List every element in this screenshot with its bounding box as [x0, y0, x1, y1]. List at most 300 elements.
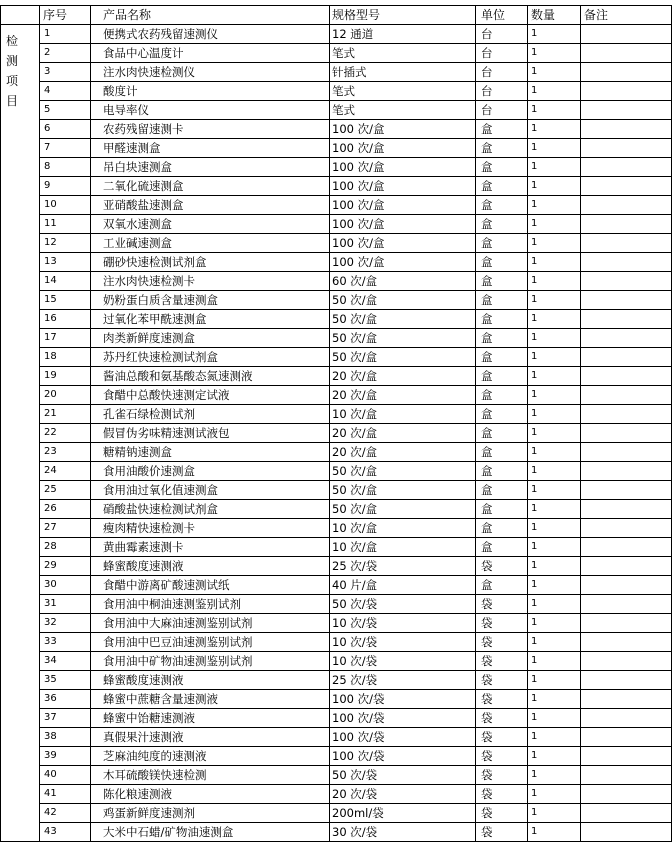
header-spec: 规格型号: [330, 6, 476, 25]
row-note: [581, 633, 672, 652]
row-product-name: 大米中石蜡/矿物油速测盒: [91, 823, 330, 842]
row-note: [581, 139, 672, 158]
row-note: [581, 443, 672, 462]
row-spec: 10 次/盒: [330, 405, 476, 424]
row-index: 39: [40, 747, 91, 766]
row-unit: 盒: [476, 272, 528, 291]
row-note: [581, 614, 672, 633]
row-index: 3: [40, 63, 91, 82]
row-unit: 台: [476, 44, 528, 63]
row-spec: 200ml/袋: [330, 804, 476, 823]
row-index: 21: [40, 405, 91, 424]
row-note: [581, 785, 672, 804]
table-row: [1, 652, 672, 671]
row-quantity: 1: [528, 557, 581, 576]
row-note: [581, 557, 672, 576]
row-note: [581, 595, 672, 614]
row-quantity: 1: [528, 101, 581, 120]
row-product-name: 芝麻油纯度的速测液: [91, 747, 330, 766]
table-row: [1, 424, 672, 443]
row-note: [581, 25, 672, 44]
row-product-name: 蜂蜜中饴糖速测液: [91, 709, 330, 728]
row-note: [581, 196, 672, 215]
row-spec: 100 次/盒: [330, 196, 476, 215]
row-index: 37: [40, 709, 91, 728]
row-index: 23: [40, 443, 91, 462]
row-spec: 100 次/袋: [330, 747, 476, 766]
table-row: [1, 671, 672, 690]
row-product-name: 食品中心温度计: [91, 44, 330, 63]
category-cell: [1, 25, 40, 842]
row-spec: 50 次/盒: [330, 310, 476, 329]
row-quantity: 1: [528, 443, 581, 462]
row-index: 16: [40, 310, 91, 329]
row-note: [581, 766, 672, 785]
row-quantity: 1: [528, 652, 581, 671]
row-index: 42: [40, 804, 91, 823]
row-product-name: 肉类新鲜度速测盒: [91, 329, 330, 348]
row-spec: 50 次/盒: [330, 348, 476, 367]
row-note: [581, 101, 672, 120]
row-note: [581, 272, 672, 291]
row-spec: 100 次/袋: [330, 728, 476, 747]
header-category: [1, 6, 40, 25]
row-product-name: 真假果汁速测液: [91, 728, 330, 747]
row-spec: 50 次/袋: [330, 766, 476, 785]
row-note: [581, 671, 672, 690]
row-quantity: 1: [528, 500, 581, 519]
row-product-name: 糖精钠速测盒: [91, 443, 330, 462]
header-quantity: 数量: [528, 6, 581, 25]
row-product-name: 食用油中桐油速测鉴别试剂: [91, 595, 330, 614]
row-product-name: 鸡蛋新鲜度速测剂: [91, 804, 330, 823]
row-product-name: 农药残留速测卡: [91, 120, 330, 139]
row-unit: 盒: [476, 120, 528, 139]
row-index: 36: [40, 690, 91, 709]
row-product-name: 木耳硫酸镁快速检测: [91, 766, 330, 785]
row-quantity: 1: [528, 234, 581, 253]
row-quantity: 1: [528, 823, 581, 842]
table-row: [1, 576, 672, 595]
row-index: 18: [40, 348, 91, 367]
row-quantity: 1: [528, 576, 581, 595]
row-product-name: 奶粉蛋白质含量速测盒: [91, 291, 330, 310]
row-unit: 袋: [476, 652, 528, 671]
row-quantity: 1: [528, 614, 581, 633]
row-unit: 盒: [476, 196, 528, 215]
row-product-name: 吊白块速测盒: [91, 158, 330, 177]
row-product-name: 食醋中游离矿酸速测试纸: [91, 576, 330, 595]
table-row: [1, 766, 672, 785]
row-index: 43: [40, 823, 91, 842]
row-quantity: 1: [528, 177, 581, 196]
row-product-name: 食用油酸价速测盒: [91, 462, 330, 481]
row-product-name: 注水肉快速检测卡: [91, 272, 330, 291]
table-row: [1, 348, 672, 367]
row-quantity: 1: [528, 804, 581, 823]
row-index: 35: [40, 671, 91, 690]
row-product-name: 黄曲霉素速测卡: [91, 538, 330, 557]
row-note: [581, 500, 672, 519]
row-spec: 10 次/袋: [330, 614, 476, 633]
row-index: 25: [40, 481, 91, 500]
row-quantity: 1: [528, 424, 581, 443]
row-quantity: 1: [528, 120, 581, 139]
row-index: 38: [40, 728, 91, 747]
row-note: [581, 291, 672, 310]
row-quantity: 1: [528, 367, 581, 386]
row-unit: 盒: [476, 329, 528, 348]
row-unit: 盒: [476, 443, 528, 462]
table-row: [1, 158, 672, 177]
row-note: [581, 329, 672, 348]
table-row: [1, 234, 672, 253]
row-unit: 台: [476, 82, 528, 101]
row-unit: 台: [476, 25, 528, 44]
table-row: [1, 785, 672, 804]
row-note: [581, 367, 672, 386]
row-index: 1: [40, 25, 91, 44]
row-quantity: 1: [528, 329, 581, 348]
row-spec: 50 次/盒: [330, 481, 476, 500]
table-row: [1, 329, 672, 348]
row-note: [581, 424, 672, 443]
row-quantity: 1: [528, 348, 581, 367]
header-note: 备注: [581, 6, 672, 25]
table-row: [1, 462, 672, 481]
table-row: [1, 291, 672, 310]
row-unit: 盒: [476, 158, 528, 177]
row-spec: 60 次/盒: [330, 272, 476, 291]
row-unit: 袋: [476, 804, 528, 823]
category-label-char: 测: [6, 54, 19, 68]
row-note: [581, 481, 672, 500]
row-product-name: 假冒伪劣味精速测试液包: [91, 424, 330, 443]
row-product-name: 食用油中巴豆油速测鉴别试剂: [91, 633, 330, 652]
row-index: 29: [40, 557, 91, 576]
table-row: [1, 481, 672, 500]
row-unit: 盒: [476, 367, 528, 386]
row-note: [581, 652, 672, 671]
row-spec: 笔式: [330, 44, 476, 63]
row-index: 7: [40, 139, 91, 158]
table-row: [1, 557, 672, 576]
header-name: 产品名称: [91, 6, 330, 25]
row-quantity: 1: [528, 633, 581, 652]
row-note: [581, 310, 672, 329]
table-row: [1, 215, 672, 234]
row-product-name: 陈化粮速测液: [91, 785, 330, 804]
row-quantity: 1: [528, 690, 581, 709]
row-note: [581, 728, 672, 747]
row-index: 22: [40, 424, 91, 443]
row-unit: 袋: [476, 785, 528, 804]
row-spec: 100 次/盒: [330, 177, 476, 196]
row-unit: 台: [476, 63, 528, 82]
row-index: 5: [40, 101, 91, 120]
row-note: [581, 253, 672, 272]
row-quantity: 1: [528, 766, 581, 785]
row-index: 13: [40, 253, 91, 272]
row-quantity: 1: [528, 291, 581, 310]
row-spec: 50 次/盒: [330, 291, 476, 310]
row-unit: 盒: [476, 139, 528, 158]
row-spec: 100 次/盒: [330, 139, 476, 158]
table-row: [1, 614, 672, 633]
row-spec: 20 次/盒: [330, 367, 476, 386]
row-quantity: 1: [528, 253, 581, 272]
row-index: 19: [40, 367, 91, 386]
header-unit: 单位: [476, 6, 528, 25]
row-index: 14: [40, 272, 91, 291]
row-spec: 100 次/盒: [330, 215, 476, 234]
row-note: [581, 823, 672, 842]
row-spec: 100 次/盒: [330, 253, 476, 272]
row-quantity: 1: [528, 405, 581, 424]
row-unit: 盒: [476, 538, 528, 557]
row-note: [581, 576, 672, 595]
row-spec: 25 次/袋: [330, 557, 476, 576]
row-product-name: 注水肉快速检测仪: [91, 63, 330, 82]
row-spec: 50 次/袋: [330, 595, 476, 614]
row-product-name: 孔雀石绿检测试剂: [91, 405, 330, 424]
row-index: 12: [40, 234, 91, 253]
row-index: 28: [40, 538, 91, 557]
row-spec: 50 次/盒: [330, 329, 476, 348]
row-note: [581, 462, 672, 481]
row-unit: 袋: [476, 747, 528, 766]
row-unit: 盒: [476, 348, 528, 367]
row-quantity: 1: [528, 44, 581, 63]
row-spec: 10 次/袋: [330, 633, 476, 652]
row-note: [581, 215, 672, 234]
table-row: [1, 443, 672, 462]
row-spec: 100 次/袋: [330, 709, 476, 728]
table-row: [1, 272, 672, 291]
row-unit: 盒: [476, 234, 528, 253]
row-unit: 盒: [476, 386, 528, 405]
row-index: 27: [40, 519, 91, 538]
row-note: [581, 234, 672, 253]
row-spec: 25 次/袋: [330, 671, 476, 690]
row-unit: 盒: [476, 405, 528, 424]
row-note: [581, 386, 672, 405]
table-row: [1, 253, 672, 272]
row-product-name: 食醋中总酸快速测定试液: [91, 386, 330, 405]
table-row: [1, 538, 672, 557]
row-quantity: 1: [528, 785, 581, 804]
row-product-name: 苏丹红快速检测试剂盒: [91, 348, 330, 367]
table-row: [1, 690, 672, 709]
row-unit: 袋: [476, 823, 528, 842]
row-product-name: 硝酸盐快速检测试剂盒: [91, 500, 330, 519]
row-note: [581, 44, 672, 63]
row-unit: 袋: [476, 633, 528, 652]
row-spec: 10 次/盒: [330, 538, 476, 557]
table-row: [1, 633, 672, 652]
row-spec: 40 片/盒: [330, 576, 476, 595]
category-label-char: 检: [6, 34, 19, 48]
row-unit: 袋: [476, 709, 528, 728]
row-unit: 盒: [476, 424, 528, 443]
row-unit: 袋: [476, 595, 528, 614]
table-row: [1, 101, 672, 120]
row-quantity: 1: [528, 462, 581, 481]
table-row: [1, 139, 672, 158]
table-row: [1, 747, 672, 766]
row-quantity: 1: [528, 538, 581, 557]
row-quantity: 1: [528, 196, 581, 215]
row-unit: 盒: [476, 253, 528, 272]
row-quantity: 1: [528, 709, 581, 728]
row-note: [581, 63, 672, 82]
table-header-row: [1, 6, 672, 25]
table-row: [1, 519, 672, 538]
row-spec: 笔式: [330, 82, 476, 101]
row-spec: 10 次/盒: [330, 519, 476, 538]
row-product-name: 酱油总酸和氨基酸态氮速测液: [91, 367, 330, 386]
row-index: 41: [40, 785, 91, 804]
row-spec: 100 次/盒: [330, 234, 476, 253]
row-product-name: 过氧化苯甲酰速测盒: [91, 310, 330, 329]
row-index: 15: [40, 291, 91, 310]
row-note: [581, 538, 672, 557]
row-index: 11: [40, 215, 91, 234]
row-quantity: 1: [528, 63, 581, 82]
product-table: [0, 5, 672, 842]
row-spec: 100 次/盒: [330, 120, 476, 139]
row-note: [581, 804, 672, 823]
row-index: 2: [40, 44, 91, 63]
row-index: 26: [40, 500, 91, 519]
row-note: [581, 82, 672, 101]
row-unit: 盒: [476, 177, 528, 196]
table-row: [1, 177, 672, 196]
row-spec: 10 次/袋: [330, 652, 476, 671]
row-product-name: 工业碱速测盒: [91, 234, 330, 253]
row-index: 4: [40, 82, 91, 101]
row-product-name: 电导率仪: [91, 101, 330, 120]
table-row: [1, 709, 672, 728]
row-quantity: 1: [528, 386, 581, 405]
row-index: 9: [40, 177, 91, 196]
row-index: 20: [40, 386, 91, 405]
row-product-name: 蜂蜜酸度速测液: [91, 557, 330, 576]
row-product-name: 便携式农药残留速测仪: [91, 25, 330, 44]
table-row: [1, 25, 672, 44]
row-spec: 100 次/盒: [330, 158, 476, 177]
row-product-name: 甲醛速测盒: [91, 139, 330, 158]
row-unit: 盒: [476, 481, 528, 500]
row-product-name: 瘦肉精快速检测卡: [91, 519, 330, 538]
table-row: [1, 196, 672, 215]
row-unit: 袋: [476, 671, 528, 690]
row-note: [581, 709, 672, 728]
row-index: 40: [40, 766, 91, 785]
row-product-name: 双氧水速测盒: [91, 215, 330, 234]
table-row: [1, 63, 672, 82]
table-row: [1, 804, 672, 823]
category-label-char: 项: [6, 74, 19, 88]
row-quantity: 1: [528, 747, 581, 766]
row-quantity: 1: [528, 310, 581, 329]
row-index: 32: [40, 614, 91, 633]
row-spec: 20 次/盒: [330, 386, 476, 405]
table-row: [1, 82, 672, 101]
row-index: 33: [40, 633, 91, 652]
row-product-name: 食用油过氧化值速测盒: [91, 481, 330, 500]
table-row: [1, 367, 672, 386]
category-label-char: 目: [6, 94, 19, 108]
row-quantity: 1: [528, 272, 581, 291]
row-spec: 30 次/袋: [330, 823, 476, 842]
row-product-name: 食用油中矿物油速测鉴别试剂: [91, 652, 330, 671]
table-row: [1, 44, 672, 63]
row-note: [581, 158, 672, 177]
row-quantity: 1: [528, 671, 581, 690]
row-unit: 袋: [476, 557, 528, 576]
row-unit: 盒: [476, 500, 528, 519]
row-note: [581, 348, 672, 367]
row-quantity: 1: [528, 519, 581, 538]
row-unit: 袋: [476, 614, 528, 633]
row-quantity: 1: [528, 215, 581, 234]
row-spec: 针插式: [330, 63, 476, 82]
row-product-name: 酸度计: [91, 82, 330, 101]
row-quantity: 1: [528, 481, 581, 500]
row-index: 30: [40, 576, 91, 595]
row-product-name: 蜂蜜酸度速测液: [91, 671, 330, 690]
row-unit: 盒: [476, 291, 528, 310]
row-index: 17: [40, 329, 91, 348]
row-unit: 袋: [476, 690, 528, 709]
row-spec: 20 次/盒: [330, 424, 476, 443]
row-quantity: 1: [528, 595, 581, 614]
table-row: [1, 386, 672, 405]
header-index: 序号: [40, 6, 91, 25]
row-spec: 笔式: [330, 101, 476, 120]
table-row: [1, 405, 672, 424]
row-quantity: 1: [528, 25, 581, 44]
row-unit: 袋: [476, 766, 528, 785]
row-unit: 盒: [476, 519, 528, 538]
row-spec: 50 次/盒: [330, 500, 476, 519]
row-unit: 盒: [476, 576, 528, 595]
row-quantity: 1: [528, 139, 581, 158]
row-note: [581, 405, 672, 424]
row-index: 34: [40, 652, 91, 671]
row-unit: 盒: [476, 215, 528, 234]
row-unit: 台: [476, 101, 528, 120]
row-product-name: 蜂蜜中蔗糖含量速测液: [91, 690, 330, 709]
row-product-name: 二氧化硫速测盒: [91, 177, 330, 196]
row-note: [581, 690, 672, 709]
row-index: 8: [40, 158, 91, 177]
row-spec: 20 次/袋: [330, 785, 476, 804]
row-unit: 盒: [476, 462, 528, 481]
row-spec: 100 次/袋: [330, 690, 476, 709]
table-row: [1, 120, 672, 139]
row-note: [581, 519, 672, 538]
row-index: 24: [40, 462, 91, 481]
table-row: [1, 823, 672, 842]
table-row: [1, 728, 672, 747]
row-spec: 12 通道: [330, 25, 476, 44]
row-spec: 20 次/盒: [330, 443, 476, 462]
row-quantity: 1: [528, 728, 581, 747]
row-product-name: 硼砂快速检测试剂盒: [91, 253, 330, 272]
table-row: [1, 595, 672, 614]
